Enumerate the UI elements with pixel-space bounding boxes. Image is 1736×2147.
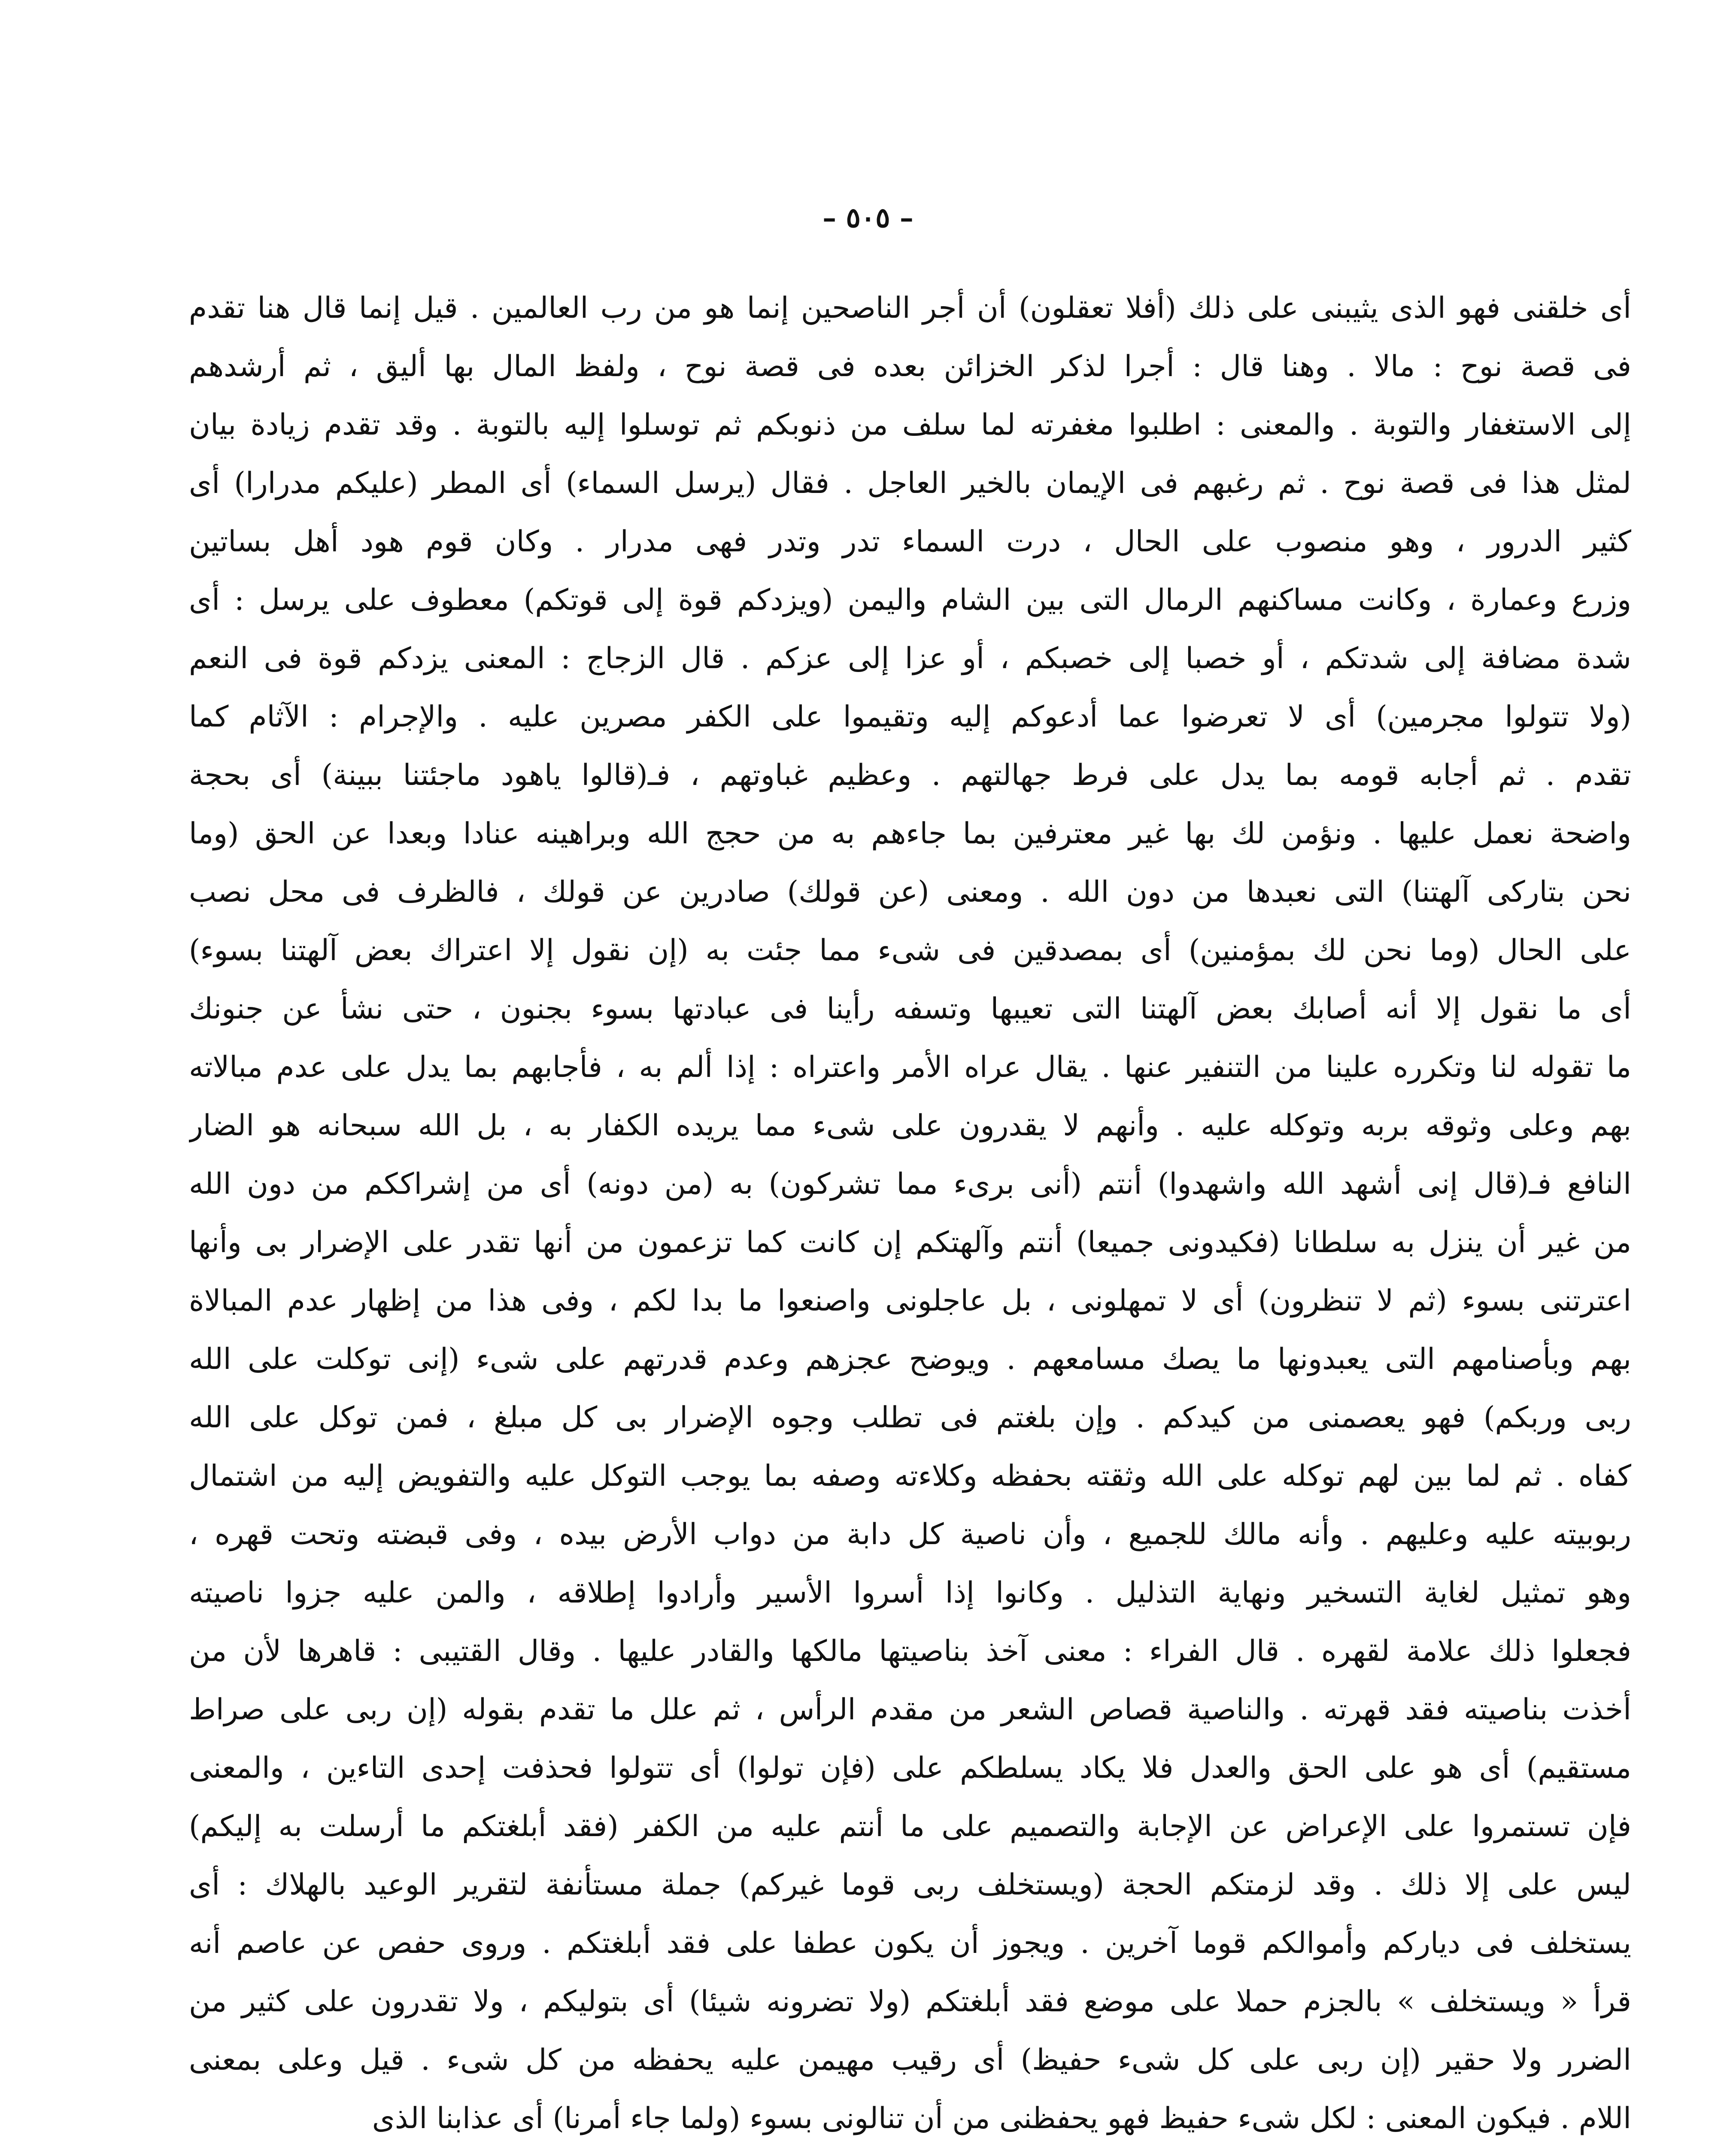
text-line: (ولا تتولوا مجرمين) أى لا تعرضوا عما أدعوكم إليه وتقيموا على الكفر مصرين عليه . والإجرام : الآثام كما [189, 700, 1631, 734]
text-line: تقدم . ثم أجابه قومه بما يدل على فرط جهالتهم . وعظيم غباوتهم ، فـ(قالوا ياهود ماجئتنا ببينة) أى بحجة [189, 758, 1631, 792]
text-line: ربى وربكم) فهو يعصمنى من كيدكم . وإن بلغتم فى تطلب وجوه الإضرار بى كل مبلغ ، فمن توكل على الله [189, 1401, 1631, 1435]
text-line: النافع فـ(قال إنى أشهد الله واشهدوا) أنتم (أنى برىء مما تشركون) به (من دونه) أى من إشراككم من دون الله [189, 1167, 1631, 1201]
text-line: لمثل هذا فى قصة نوح . ثم رغبهم فى الإيمان بالخير العاجل . فقال (يرسل السماء) أى المطر (عليكم مدرارا) أى [189, 466, 1631, 500]
body-text [189, 279, 1631, 2147]
text-line: وزرع وعمارة ، وكانت مساكنهم الرمال التى بين الشام واليمن (ويزدكم قوة إلى قوتكم) معطوف على يرسل : أى [189, 583, 1631, 617]
text-line: من غير أن ينزل به سلطانا (فكيدونى جميعا) أنتم وآلهتكم إن كانت كما تزعمون من أنها تقدر على الإضرار بى وأنها [189, 1226, 1631, 1259]
text-line: نحن بتاركى آلهتنا) التى نعبدها من دون الله . ومعنى (عن قولك) صادرين عن قولك ، فالظرف فى محل نصب [189, 875, 1631, 909]
text-line: فى قصة نوح : مالا . وهنا قال : أجرا لذكر الخزائن بعده فى قصة نوح ، ولفظ المال بها أليق ، ثم أرشدهم [189, 350, 1631, 383]
text-line: فإن تستمروا على الإعراض عن الإجابة والتصميم على ما أنتم عليه من الكفر (فقد أبلغتكم ما أرسلت به إليكم) [189, 1809, 1631, 1843]
text-line: واضحة نعمل عليها . ونؤمن لك بها غير معترفين بما جاءهم به من حجج الله وبراهينه عنادا وبعدا عن الحق (وما [189, 817, 1631, 851]
text-line: ربوبيته عليه وعليهم . وأنه مالك للجميع ، وأن ناصية كل دابة من دواب الأرض بيده ، وفى قبضته وتحت قهره ، [189, 1517, 1631, 1551]
text-line: شدة مضافة إلى شدتكم ، أو خصبا إلى خصبكم ، أو عزا إلى عزكم . قال الزجاج : المعنى يزدكم قوة فى النعم [189, 642, 1631, 675]
page-number: – ٥٠٥ – [822, 202, 914, 234]
text-line: ما تقوله لنا وتكرره علينا من التنفير عنها . يقال عراه الأمر واعتراه : إذا ألم به ، فأجابهم بما يدل على عدم مبالاته [189, 1050, 1631, 1084]
text-line: بهم وبأصنامهم التى يعبدونها ما يصك مسامعهم . ويوضح عجزهم وعدم قدرتهم على شىء (إنى توكلت على الله [189, 1342, 1631, 1376]
text-line: كثير الدرور ، وهو منصوب على الحال ، درت السماء تدر وتدر فهى مدرار . وكان قوم هود أهل بساتين [189, 525, 1631, 559]
text-line: وهو تمثيل لغاية التسخير ونهاية التذليل . وكانوا إذا أسروا الأسير وأرادوا إطلاقه ، والمن عليه جزوا ناصيته [189, 1576, 1631, 1610]
text-line: ليس على إلا ذلك . وقد لزمتكم الحجة (ويستخلف ربى قوما غيركم) جملة مستأنفة لتقرير الوعيد بالهلاك : أى [189, 1868, 1631, 1902]
text-line: الضرر ولا حقير (إن ربى على كل شىء حفيظ) أى رقيب مهيمن عليه يحفظه من كل شىء . قيل وعلى بمعنى [189, 2043, 1631, 2077]
text-line: يستخلف فى دياركم وأموالكم قوما آخرين . ويجوز أن يكون عطفا على فقد أبلغتكم . وروى حفص عن عاصم أنه [189, 1926, 1631, 1960]
text-line: فجعلوا ذلك علامة لقهره . قال الفراء : معنى آخذ بناصيتها مالكها والقادر عليها . وقال القتيبى : قاهرها لأن من [189, 1634, 1631, 1668]
text-line: مستقيم) أى هو على الحق والعدل فلا يكاد يسلطكم على (فإن تولوا) أى تتولوا فحذفت إحدى التاءين ، والمعنى [189, 1751, 1631, 1785]
text-line: أخذت بناصيته فقد قهرته . والناصية قصاص الشعر من مقدم الرأس ، ثم علل ما تقدم بقوله (إن ربى على صراط [189, 1693, 1631, 1727]
text-line: كفاه . ثم لما بين لهم توكله على الله وثقته بحفظه وكلاءته وصفه بما يوجب التوكل عليه والتفويض إليه من اشتمال [189, 1459, 1631, 1493]
text-line: أى خلقنى فهو الذى يثيبنى على ذلك (أفلا تعقلون) أن أجر الناصحين إنما هو من رب العالمين . قيل إنما قال هنا تقدم [189, 291, 1631, 325]
text-line: اللام . فيكون المعنى : لكل شىء حفيظ فهو يحفظنى من أن تنالونى بسوء (ولما جاء أمرنا) أى عذابنا الذى [372, 2101, 1631, 2135]
text-line: اعترتنى بسوء (ثم لا تنظرون) أى لا تمهلونى ، بل عاجلونى واصنعوا ما بدا لكم ، وفى هذا من إظهار عدم المبالاة [189, 1284, 1631, 1318]
text-line: قرأ « ويستخلف » بالجزم حملا على موضع فقد أبلغتكم (ولا تضرونه شيئا) أى بتوليكم ، ولا تقدرون على كثير من [189, 1985, 1631, 2019]
text-line: أى ما نقول إلا أنه أصابك بعض آلهتنا التى تعيبها وتسفه رأينا فى عبادتها بسوء بجنون ، حتى نشأ عن جنونك [189, 992, 1631, 1026]
text-line: على الحال (وما نحن لك بمؤمنين) أى بمصدقين فى شىء مما جئت به (إن نقول إلا اعتراك بعض آلهتنا بسوء) [189, 934, 1631, 967]
text-line: بهم وعلى وثوقه بربه وتوكله عليه . وأنهم لا يقدرون على شىء مما يريده الكفار به ، بل الله سبحانه هو الضار [189, 1109, 1631, 1143]
text-line: إلى الاستغفار والتوبة . والمعنى : اطلبوا مغفرته لما سلف من ذنوبكم ثم توسلوا إليه بالتوبة . وقد تقدم زيادة بيان [189, 408, 1631, 442]
